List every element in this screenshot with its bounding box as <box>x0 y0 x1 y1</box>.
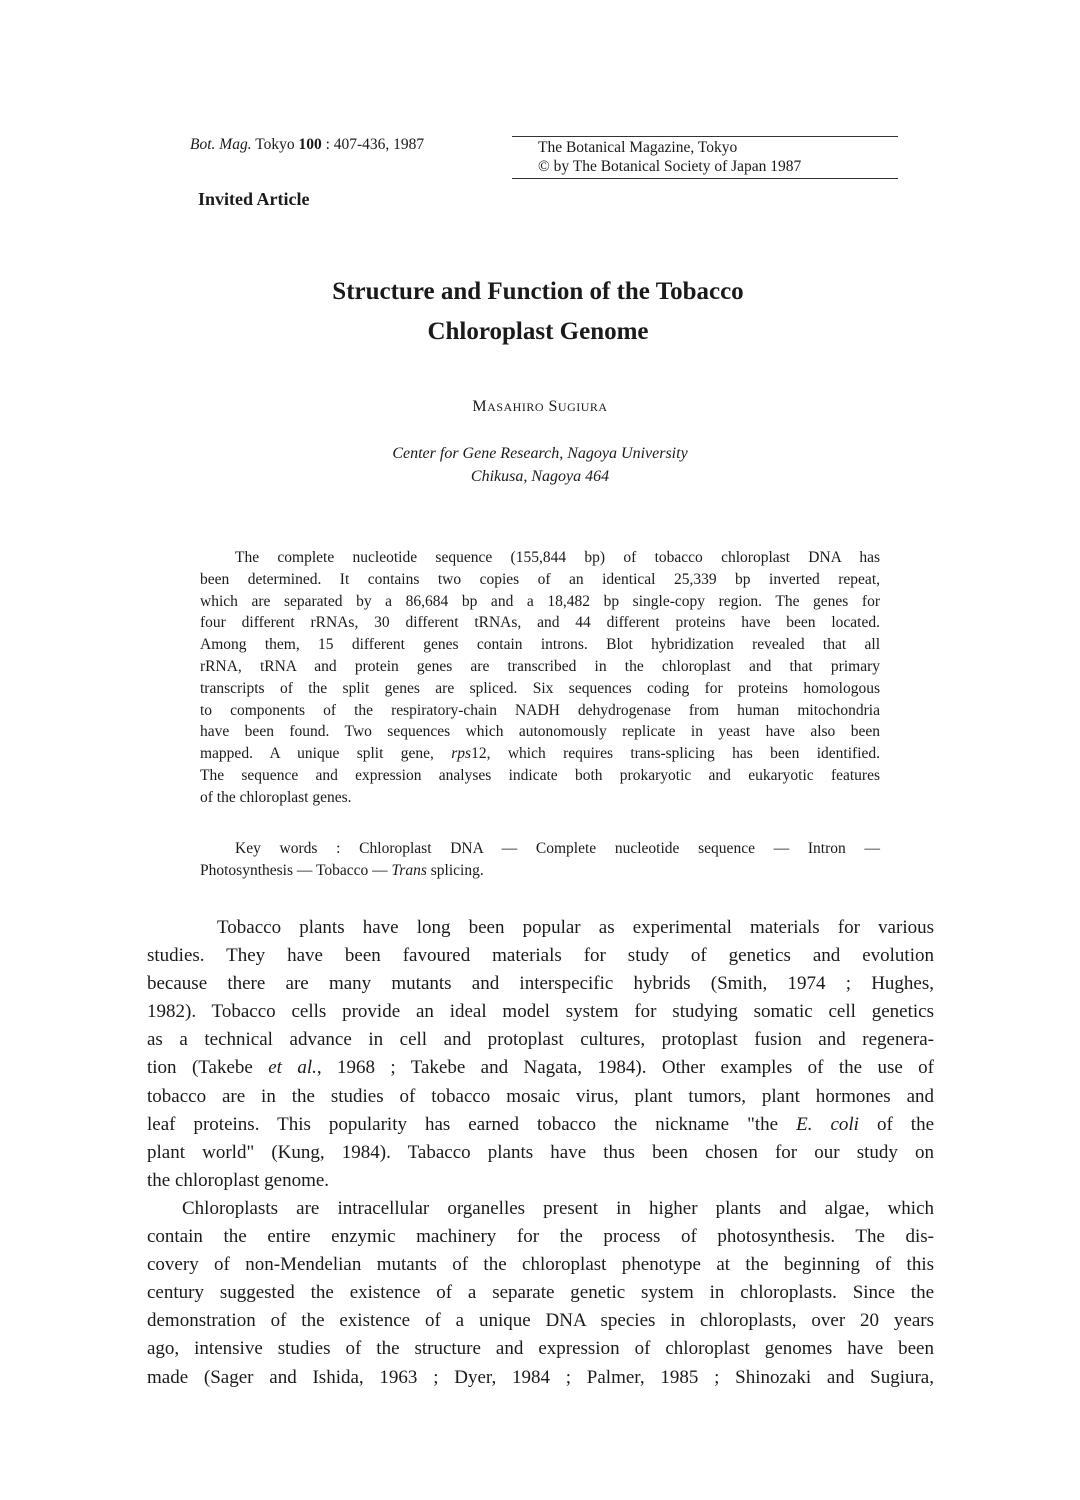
copyright-line: © by The Botanical Society of Japan 1987 <box>538 158 802 175</box>
abstract-line: been determined. It contains two copies of an identical 25,339 bp inverted repeat, <box>200 570 880 588</box>
body-line: because there are many mutants and interspecific hybrids (Smith, 1974 ; Hughes, <box>147 973 934 995</box>
author-first-initial: M <box>472 398 488 415</box>
citation-abbrev-2: Mag. <box>219 136 252 153</box>
body-line: as a technical advance in cell and protoplast cultures, protoplast fusion and regenera- <box>147 1029 934 1051</box>
body-line: made (Sager and Ishida, 1963 ; Dyer, 1984 ; Palmer, 1985 ; Shinozaki and Sugiura, <box>147 1366 934 1388</box>
paper-title <box>0 272 1076 352</box>
keyword-trans: Trans <box>391 862 427 879</box>
abstract-line: transcripts of the split genes are spliced. Six sequences coding for proteins homologous <box>200 679 880 697</box>
abstract-line: The complete nucleotide sequence (155,844 bp) of tobacco chloroplast DNA has <box>235 549 880 566</box>
body-line: contain the entire enzymic machinery for the process of photosynthesis. The dis- <box>147 1226 934 1248</box>
gene-name-rps: rps <box>451 745 472 763</box>
keywords <box>200 838 880 882</box>
body-line <box>147 1111 934 1139</box>
body-line-part: of the <box>876 1113 935 1135</box>
journal-citation <box>190 136 424 154</box>
body-line: century suggested the existence of a separate genetic system in chloroplasts. Since the <box>147 1282 934 1304</box>
citation-volume: 100 <box>298 136 322 153</box>
body-line: 1982). Tobacco cells provide an ideal model system for studying somatic cell genetics <box>147 1001 934 1023</box>
body-line-part: , 1968 ; Takebe and Nagata, 1984). Other examples of the use of <box>316 1057 935 1079</box>
author-last-rest: UGIURA <box>557 400 608 414</box>
abstract-line <box>200 743 880 765</box>
et-al: et al. <box>268 1057 317 1079</box>
affiliation-line-1: Center for Gene Research, Nagoya University <box>392 445 688 462</box>
body-line: studies. They have been favoured materials for study of genetics and evolution <box>147 945 934 967</box>
keywords-line-1: Key words : Chloroplast DNA — Complete nucleotide sequence — Intron — <box>235 840 880 857</box>
body-line: Tobacco plants have long been popular as experimental materials for various <box>217 917 934 938</box>
author-last-initial: S <box>548 398 558 415</box>
abstract-line: rRNA, tRNA and protein genes are transcribed in the chloroplast and that primary <box>200 657 880 675</box>
abstract-line-part: 12, which requires trans-splicing has been identified. <box>471 745 880 763</box>
article-type: Invited Article <box>198 189 310 209</box>
keywords-line-2 <box>200 860 880 882</box>
body-line: plant world" (Kung, 1984). Tabacco plants have thus been chosen for our study on <box>147 1141 934 1163</box>
title-line-1: Structure and Function of the Tobacco <box>332 278 744 305</box>
body-line: tobacco are in the studies of tobacco mosaic virus, plant tumors, plant hormones and <box>147 1085 934 1107</box>
keywords-part: Photosynthesis — Tobacco — <box>200 862 388 879</box>
journal-copyright-box <box>512 136 898 179</box>
abstract-line: have been found. Two sequences which autonomously replicate in yeast have also been <box>200 723 880 741</box>
abstract-line: which are separated by a 86,684 bp and a 18,482 bp single-copy region. The genes for <box>200 592 880 610</box>
author-name <box>0 398 1080 416</box>
abstract-line: Among them, 15 different genes contain introns. Blot hybridization revealed that all <box>200 636 880 654</box>
body-line: Chloroplasts are intracellular organelles present in higher plants and algae, which <box>182 1197 934 1219</box>
e-coli: E. coli <box>796 1113 859 1135</box>
abstract <box>200 547 880 809</box>
author-first-rest: ASAHIRO <box>487 400 544 414</box>
title-line-2: Chloroplast Genome <box>427 318 649 345</box>
abstract-line: four different rRNAs, 30 different tRNAs, and 44 different proteins have been located. <box>200 614 880 632</box>
citation-city: Tokyo <box>255 136 295 153</box>
abstract-line: The sequence and expression analyses indicate both prokaryotic and eukaryotic features <box>200 766 880 784</box>
keywords-part: splicing. <box>430 862 484 879</box>
citation-pages-year: : 407-436, 1987 <box>325 136 425 153</box>
abstract-line-part: mapped. A unique split gene, <box>200 745 434 763</box>
body-line: the chloroplast genome. <box>147 1169 330 1191</box>
body-line-part: leaf proteins. This popularity has earned tobacco the nickname "the <box>147 1113 779 1135</box>
abstract-line: to components of the respiratory-chain NADH dehydrogenase from human mitochondria <box>200 701 880 719</box>
body-line: ago, intensive studies of the structure and expression of chloroplast genomes have been <box>147 1338 934 1360</box>
journal-full-name: The Botanical Magazine, Tokyo <box>538 139 738 156</box>
body-text <box>147 914 934 1392</box>
body-line <box>147 1054 934 1082</box>
body-line-part: tion (Takebe <box>147 1057 253 1079</box>
body-line: demonstration of the existence of a unique DNA species in chloroplasts, over 20 years <box>147 1310 934 1332</box>
affiliation-line-2: Chikusa, Nagoya 464 <box>470 468 610 485</box>
body-line: covery of non-Mendelian mutants of the chloroplast phenotype at the beginning of this <box>147 1254 934 1276</box>
abstract-line: of the chloroplast genes. <box>200 788 352 806</box>
citation-abbrev-1: Bot. <box>190 136 216 153</box>
affiliation <box>0 442 1080 488</box>
